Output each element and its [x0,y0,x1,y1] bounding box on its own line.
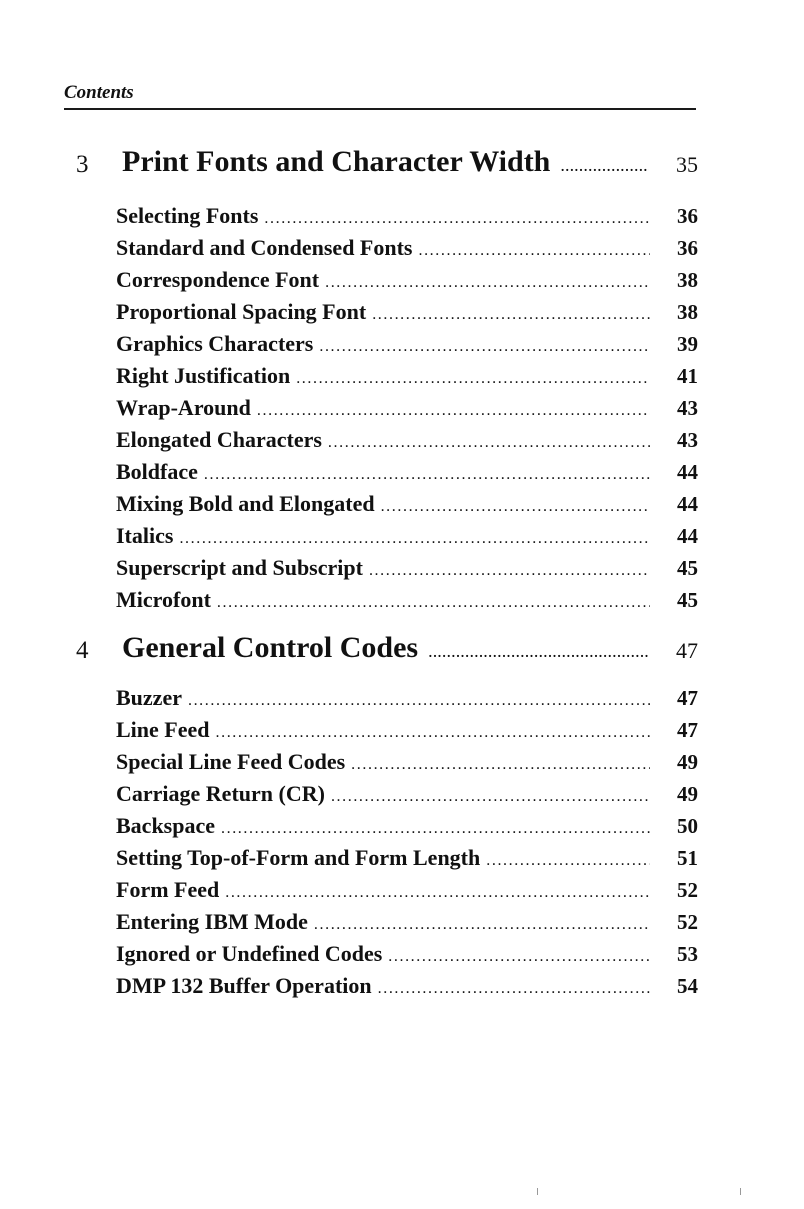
entry-label: Line Feed [116,717,210,742]
entry-label: Boldface [116,459,198,484]
toc-entry [116,328,698,360]
entry-page-number: 38 [677,268,698,292]
entry-page-number: 45 [677,588,698,612]
entry-page-number: 44 [677,460,698,484]
entry-page-number: 47 [677,686,698,710]
entry-page-number: 49 [677,750,698,774]
toc-entry [116,584,698,616]
toc-entry [116,488,698,520]
entry-page-number: 41 [677,364,698,388]
entry-label: Standard and Condensed Fonts [116,235,413,260]
dot-leader [319,331,650,363]
dot-leader [264,203,650,235]
dot-leader [179,523,650,555]
entry-label: Entering IBM Mode [116,909,308,934]
dot-leader [296,363,650,395]
entry-page-number: 49 [677,782,698,806]
entry-label: Italics [116,523,174,548]
toc-entry [116,264,698,296]
entry-page-number: 36 [677,204,698,228]
toc-entry [116,552,698,584]
dot-leader [204,459,650,491]
entry-page-number: 54 [677,974,698,998]
entry-label: Mixing Bold and Elongated [116,491,375,516]
entry-label: Special Line Feed Codes [116,749,346,774]
dot-leader [328,427,650,459]
entry-page-number: 52 [677,910,698,934]
toc-entry [116,714,698,746]
scan-speck [740,1188,741,1195]
entry-page-number: 51 [677,846,698,870]
toc-entry [116,746,698,778]
entry-page-number: 50 [677,814,698,838]
dot-leader [314,909,650,941]
entry-page-number: 52 [677,878,698,902]
entry-label: Backspace [116,813,215,838]
entry-label: Ignored or Undefined Codes [116,941,383,966]
dot-leader [325,267,650,299]
dot-leader [388,941,650,973]
chapter-number: 3 [76,151,89,178]
entry-label: Proportional Spacing Font [116,299,367,324]
entry-page-number: 38 [677,300,698,324]
chapter-entries [116,200,698,616]
dot-leader [372,299,650,331]
entry-label: Microfont [116,587,211,612]
entry-label: Right Justification [116,363,291,388]
toc-entry [116,424,698,456]
toc-entry [116,200,698,232]
toc-entry [116,520,698,552]
toc-entry [116,296,698,328]
dot-leader [188,685,650,717]
toc-entry [116,456,698,488]
dot-leader [216,717,651,749]
dot-leader [257,395,650,427]
toc-entry [116,392,698,424]
dot-leader [560,155,649,176]
entry-page-number: 43 [677,396,698,420]
toc-entry [116,938,698,970]
chapter-title: General Control Codes [122,631,419,664]
dot-leader [418,235,650,267]
entry-label: Correspondence Font [116,267,320,292]
entry-label: Elongated Characters [116,427,322,452]
chapter-title-row [122,630,649,670]
chapter-title-row [122,144,649,184]
entry-page-number: 44 [677,492,698,516]
entry-label: Buzzer [116,685,182,710]
dot-leader [369,555,650,587]
toc-entry [116,906,698,938]
entry-label: Superscript and Subscript [116,555,363,580]
toc-entry [116,682,698,714]
entry-label: Graphics Characters [116,331,314,356]
entry-page-number: 53 [677,942,698,966]
toc-entry [116,874,698,906]
dot-leader [221,813,650,845]
dot-leader [428,641,649,662]
entry-label: Wrap-Around [116,395,251,420]
entry-page-number: 44 [677,524,698,548]
toc-entry [116,778,698,810]
scan-speck [537,1188,538,1195]
toc-entry [116,842,698,874]
toc-entry [116,970,698,1002]
toc-entry [116,810,698,842]
toc-entry [116,232,698,264]
chapter-page-number: 35 [676,152,698,177]
dot-leader [351,749,650,781]
dot-leader [217,587,650,619]
chapter-heading [0,144,804,184]
chapter-heading [0,630,804,670]
entry-label: DMP 132 Buffer Operation [116,973,372,998]
dot-leader [486,845,650,877]
chapter-page-number: 47 [676,638,698,663]
entry-page-number: 36 [677,236,698,260]
dot-leader [331,781,650,813]
chapter-entries [116,682,698,1002]
entry-label: Carriage Return (CR) [116,781,325,806]
dot-leader [225,877,650,909]
entry-label: Selecting Fonts [116,203,259,228]
running-header [64,82,696,110]
chapter-number: 4 [76,637,89,664]
toc-entry [116,360,698,392]
dot-leader [378,973,650,1005]
header-title: Contents [64,82,134,103]
entry-page-number: 47 [677,718,698,742]
entry-label: Setting Top-of-Form and Form Length [116,845,481,870]
entry-page-number: 39 [677,332,698,356]
entry-label: Form Feed [116,877,220,902]
chapter-title: Print Fonts and Character Width [122,145,551,178]
entry-page-number: 43 [677,428,698,452]
entry-page-number: 45 [677,556,698,580]
dot-leader [381,491,650,523]
